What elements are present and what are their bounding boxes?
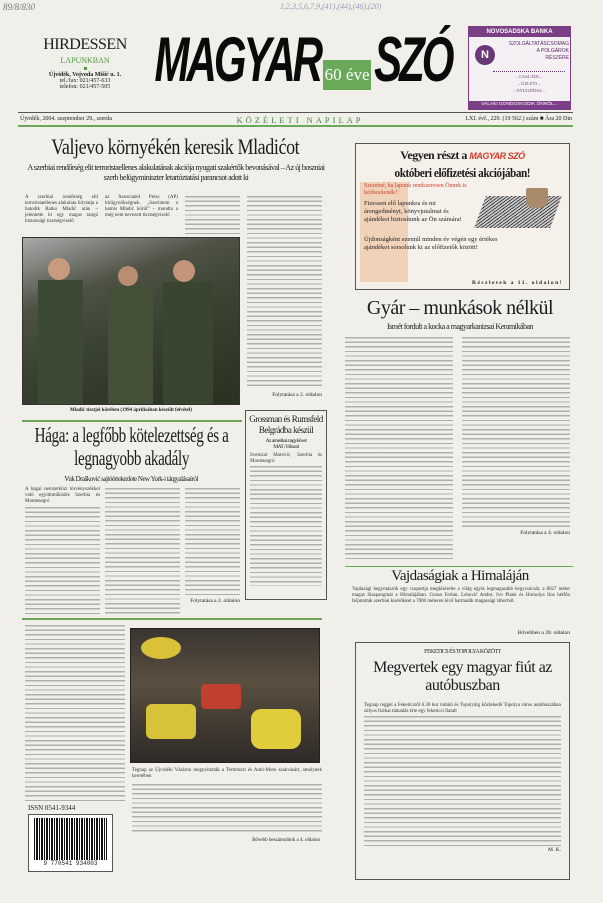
lead-deck: A szerbiai rendőrség elit terroristaellenes alakulatának akciója nyugati szakértők bevonásával – Az új boszniai szerb belügyminiszter letartóztatási parancsot adott ki bbox=[27, 163, 325, 182]
bus-headline: Megvertek egy magyar fiút az autóbuszban bbox=[373, 659, 552, 694]
haga-headline-wrap bbox=[20, 424, 242, 472]
phone: telefon: 021/457-505 bbox=[59, 84, 111, 90]
bus-signature: M. K. bbox=[548, 847, 561, 853]
bank-item: – ÜZLETI – bbox=[517, 81, 541, 86]
haga-headline: Hága: a legfőbb kötelezettség és a legnagyobb akadály bbox=[34, 423, 229, 470]
gyar-continued: Folytatása a 4. oldalon bbox=[520, 530, 570, 536]
lead-headline: Valjevo környékén keresik Mladićot bbox=[50, 134, 300, 159]
bank-item: – NYUGDÍJAS – bbox=[512, 88, 545, 93]
handwritten-numbers: 1,2,3,5,6,7,9,(41),(44),(46),(20) bbox=[280, 2, 382, 11]
lead-headline-wrap bbox=[20, 134, 330, 162]
gyar-headline: Gyár – munkások nélkül bbox=[366, 297, 554, 319]
barcode-number: 9 770541 934003 bbox=[43, 860, 98, 867]
bus-story-box bbox=[355, 642, 570, 880]
bank-footer: VALAKI GONDOSKODIK ÖNRŐL... bbox=[469, 101, 570, 109]
advertise-title: HIRDESSEN bbox=[43, 36, 127, 53]
haga-continued: Folytatása a 2. oldalon bbox=[190, 598, 240, 604]
grossman-byline: MAT / Hírszol bbox=[273, 444, 299, 450]
bank-item: – CSALÁDI – bbox=[515, 74, 543, 79]
promo-title-pre: Vegyen részt a bbox=[400, 148, 467, 162]
promo-red-line: Szeretné, ha lapunk rendszeresen Önnek is kézbesítenék? bbox=[364, 183, 467, 196]
lead-photo bbox=[22, 237, 240, 405]
issn: ISSN 0541-9344 bbox=[28, 804, 76, 812]
grossman-box bbox=[245, 410, 327, 600]
expo-photo bbox=[130, 628, 320, 763]
newspaper-coffee-icon bbox=[474, 196, 562, 228]
logo-magyar: MAGYAR bbox=[154, 24, 321, 95]
promo-title-post-wrap bbox=[356, 164, 569, 182]
promo-text2: Újdonságként ezentúl minden év végén egy értékes ajándékot sorsolunk ki az előfizetők között! bbox=[364, 236, 498, 251]
gyar-deck: Ismét fordult a kocka a magyarkanizsai Keramikában bbox=[386, 322, 534, 331]
bank-line2: A POLGÁROK bbox=[536, 48, 569, 54]
fax: tel./fax: 021/457-633 bbox=[59, 78, 111, 84]
tagline: KÖZÉLETI NAPILAP bbox=[236, 115, 364, 125]
lead-continued: Folytatása a 2. oldalon bbox=[272, 392, 322, 398]
bank-ad bbox=[468, 26, 571, 110]
grossman-text: Svetozar Marović, Szerbia és Montenegró bbox=[250, 453, 322, 464]
promo-logo: MAGYAR SZÓ bbox=[469, 151, 525, 161]
bank-logo-icon: N bbox=[475, 45, 495, 65]
date: Újvidék, 2004. szeptember 29., szerda bbox=[20, 116, 112, 122]
anniversary-badge: 60 éve bbox=[323, 60, 371, 90]
vajdasag-continued: Bővebben a 28. oldalon bbox=[517, 630, 570, 636]
bank-title: NOVOSADSKA BANKA bbox=[469, 27, 570, 37]
lead-text: A szerbiai rendőrség elit terroristaellenes alakulata folytatja a hatodik Ratko Mladić után – jelentette ki egy magas rangú biztonsági tisztségviselő bbox=[25, 195, 98, 224]
barcode bbox=[28, 814, 113, 872]
advertise-subtitle: LAPUNKBAN bbox=[60, 56, 110, 65]
lead-col2: az Associated Press (AP) hírügynökségnek. „Szerintem a hamis Mladić körül” – mondta a még nem nevezett tisztségviselő bbox=[105, 195, 178, 218]
vajdasag-text: Vajdasági hegymászók egy csoportja megkísérelte a világ egyik legmagasabb hegycsúcsát, a 8027 méter magas Sisapangmát a Himalájában. Goran Ferlan, Lehovič Andor, Ivo Plank és Homolya Ilos hétfőn feljutottak szerbiai kísérőkkel a 7000 méteren lévő harmadik magassági táborból. bbox=[352, 587, 570, 604]
vajdasag-headline: Vajdaságiak a Himaláján bbox=[391, 568, 529, 584]
address: Újvidék, Vojvoda Mišić u. 1. bbox=[48, 72, 122, 78]
issue-info: LXI. évf., 229. (19 562.) szám ■ Ára 20 Din bbox=[465, 116, 572, 122]
lead-photo-caption: Mladić tisztjei körében (1994 áprilisában készült felvétel) bbox=[70, 408, 192, 413]
promo-title-post: októberi előfizetési akciójában! bbox=[394, 166, 531, 180]
logo-szo: SZÓ bbox=[374, 24, 452, 95]
grossman-deck: Az amerikai nagykövet bbox=[265, 438, 307, 444]
bank-line1: SZOLGÁLTATÁSCSOMAG bbox=[508, 41, 569, 47]
promo-text1: Fizessen elő lapunkra és mi árengedményt, könyvjutalmat és ajándékot biztosítunk az Ön számára! bbox=[364, 200, 462, 223]
bus-text: Tegnap reggel a Feketicsről 6.30 kor induló és Topolyáig közlekedő Topolya város autóbuszában súlyos fizikai támadás érte egy feketicsi fiatalt bbox=[364, 703, 561, 714]
haga-text: A hágai nemzetközi törvényszékkel való együttműködés Szerbia és Montenegró bbox=[25, 487, 100, 504]
bus-kicker: FEKETICS ÉS TOPOLYA KÖZÖTT bbox=[424, 649, 501, 655]
haga-deck: Vuk Drašković sajtóértekezlete New York-i tárgyalásairól bbox=[64, 475, 198, 483]
grossman-headline: Grossman és Rumsfeld Belgrádba készül bbox=[249, 414, 323, 435]
bank-line3: RÉSZÉRE bbox=[545, 55, 569, 61]
advertise-box bbox=[34, 36, 136, 90]
expo-text: Tegnap az Újvidéki Vásáron megnyitották a Termtoszt és Autó-Moto szakvásárt, amelynek keretében bbox=[132, 768, 322, 779]
expo-continued: Bővebb beszámolónk a 4. oldalon bbox=[252, 838, 320, 843]
handwritten-note: 89/8/830 bbox=[3, 2, 36, 12]
subscription-ad bbox=[355, 143, 570, 290]
promo-footer: Részletek a 11. oldalon! bbox=[472, 280, 563, 286]
newspaper-logo bbox=[142, 24, 464, 108]
